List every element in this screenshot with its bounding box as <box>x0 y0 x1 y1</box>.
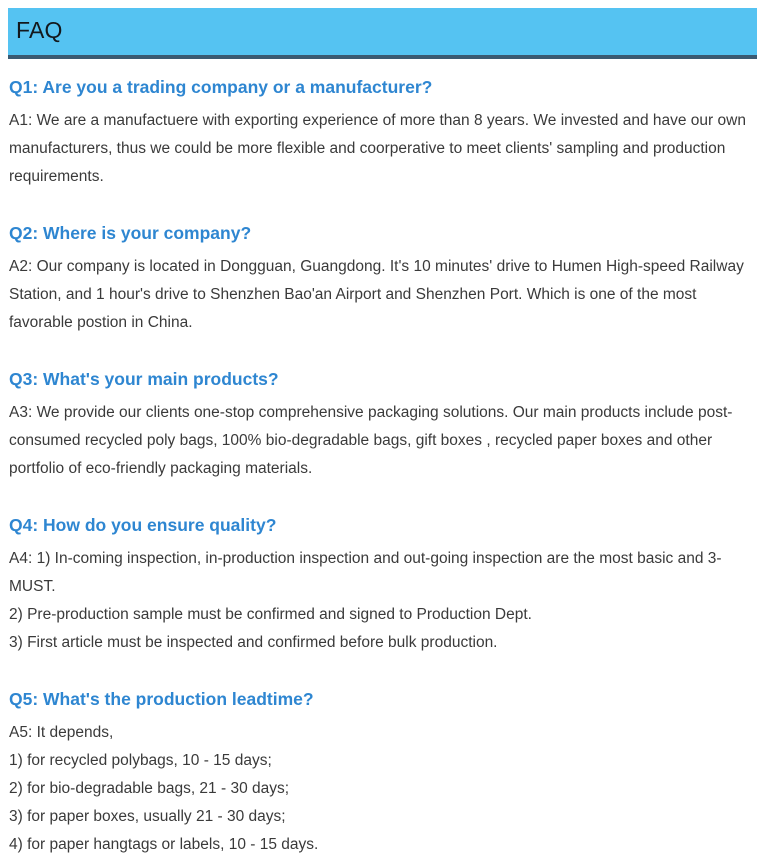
faq-question: Q2: Where is your company? <box>9 223 252 243</box>
faq-item-q1 <box>9 76 756 191</box>
faq-answer-line: 1) for recycled polybags, 10 - 15 days; <box>9 752 272 769</box>
page-title: FAQ <box>16 17 63 43</box>
faq-answer-line: 3) for paper boxes, usually 21 - 30 days; <box>9 808 286 825</box>
faq-answer-line: 4) for paper hangtags or labels, 10 - 15 days. <box>9 836 319 853</box>
faq-answer-line: A2: Our company is located in Dongguan, Guangdong. It's 10 minutes' drive to Humen High-speed Railway Station, and 1 hour's drive to Shenzhen Bao'an Airport and Shenzhen Port. Which is one of the most favorable postion in China. <box>9 258 744 331</box>
faq-item-q3 <box>9 368 756 483</box>
faq-question: Q3: What's your main products? <box>9 369 279 389</box>
faq-item-q5 <box>9 688 756 859</box>
faq-answer-line: A4: 1) In-coming inspection, in-production inspection and out-going inspection are the most basic and 3-MUST. <box>9 550 722 595</box>
faq-item-q4 <box>9 514 756 657</box>
faq-answer-line: A3: We provide our clients one-stop comprehensive packaging solutions. Our main products include post-consumed recycled poly bags, 100% bio-degradable bags, gift boxes , recycled paper boxes and other portfolio of eco-friendly packaging materials. <box>9 404 733 477</box>
faq-answer-line: 3) First article must be inspected and confirmed before bulk production. <box>9 634 498 651</box>
faq-item-q2 <box>9 222 756 337</box>
faq-question: Q4: How do you ensure quality? <box>9 515 277 535</box>
faq-list <box>8 76 757 859</box>
faq-answer-line: A1: We are a manufactuere with exporting experience of more than 8 years. We invested and have our own manufacturers, thus we could be more flexible and coorperative to meet clients' sampling and production requirements. <box>9 112 746 185</box>
faq-answer-line: 2) Pre-production sample must be confirmed and signed to Production Dept. <box>9 606 532 623</box>
faq-answer-line: A5: It depends, <box>9 724 114 741</box>
faq-question: Q1: Are you a trading company or a manufacturer? <box>9 77 433 97</box>
faq-answer-line: 2) for bio-degradable bags, 21 - 30 days; <box>9 780 290 797</box>
faq-header-bar <box>8 8 757 59</box>
faq-question: Q5: What's the production leadtime? <box>9 689 314 709</box>
